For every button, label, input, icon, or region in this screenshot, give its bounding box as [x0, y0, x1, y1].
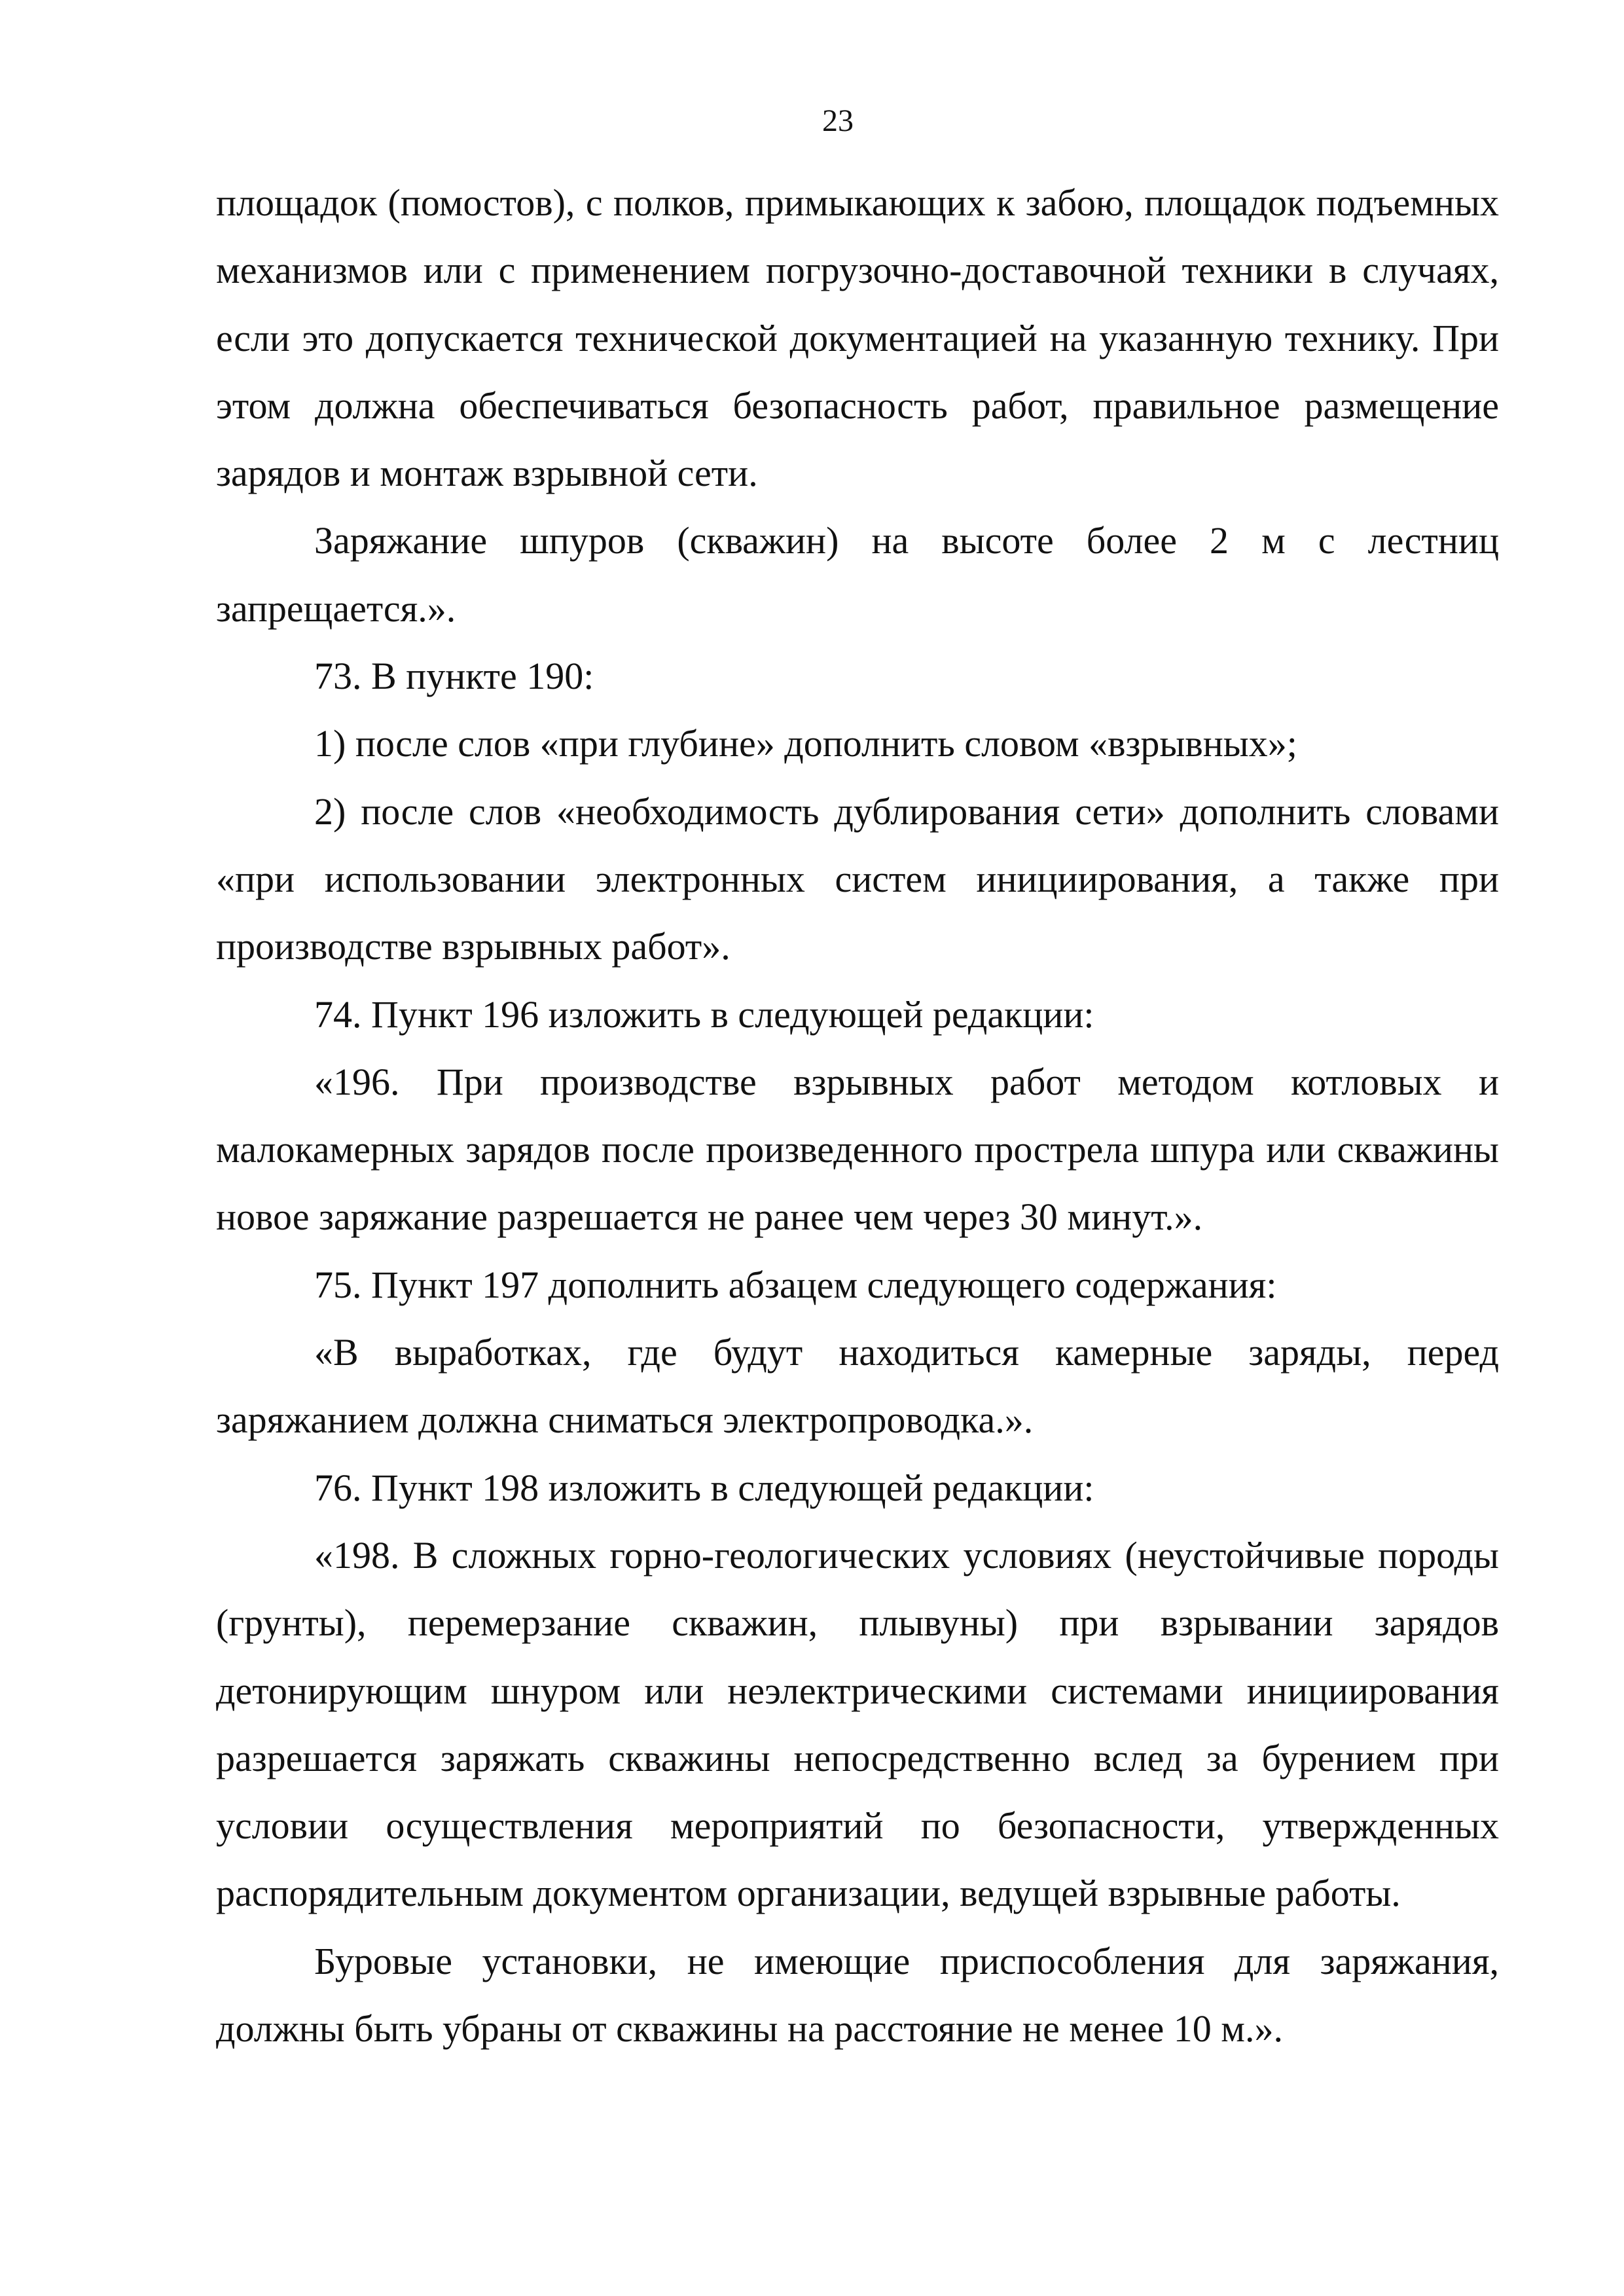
paragraph-point-197-addition: «В выработках, где будут находиться камерные заряды, перед заряжанием должна сниматься электропроводка.». — [216, 1331, 1499, 1442]
paragraph-item-74: 74. Пункт 196 изложить в следующей редакции: — [314, 993, 1094, 1036]
document-body — [216, 169, 1499, 2062]
paragraph-item-75: 75. Пункт 197 дополнить абзацем следующего содержания: — [314, 1263, 1277, 1306]
paragraph-item-76: 76. Пункт 198 изложить в следующей редакции: — [314, 1466, 1094, 1509]
paragraph-point-198-text: «198. В сложных горно-геологических условиях (неустойчивые породы (грунты), перемерзание скважин, плывуны) при взрывании зарядов детонирующим шнуром или неэлектрическими системами инициирования разрешается заряжать скважины непосредственно вслед за бурением при условии осуществления мероприятий по безопасности, утвержденных распорядительным документом организации, ведущей взрывные работы. — [216, 1533, 1499, 1915]
paragraph-point-196-text: «196. При производстве взрывных работ методом котловых и малокамерных зарядов после произведенного прострела шпура или скважины новое заряжание разрешается не ранее чем через 30 минут.». — [216, 1060, 1499, 1239]
paragraph-continuation: площадок (помостов), с полков, примыкающих к забою, площадок подъемных механизмов или с применением погрузочно-доставочной техники в случаях, если это допускается технической документацией на указанную технику. При этом должна обеспечиваться безопасность работ, правильное размещение зарядов и монтаж взрывной сети. — [216, 181, 1499, 495]
paragraph-item-73: 73. В пункте 190: — [314, 655, 594, 698]
page-number: 23 — [822, 103, 854, 138]
paragraph-item-73-sub-1: 1) после слов «при глубине» дополнить словом «взрывных»; — [314, 722, 1297, 765]
paragraph-charging-ban: Заряжание шпуров (скважин) на высоте более 2 м с лестниц запрещается.». — [216, 519, 1499, 630]
paragraph-drilling-rigs: Буровые установки, не имеющие приспособления для заряжания, должны быть убраны от скважины на расстояние не менее 10 м.». — [216, 1939, 1499, 2050]
paragraph-item-73-sub-2: 2) после слов «необходимость дублирования сети» дополнить словами «при использовании электронных систем инициирования, а также при производстве взрывных работ». — [216, 790, 1499, 968]
